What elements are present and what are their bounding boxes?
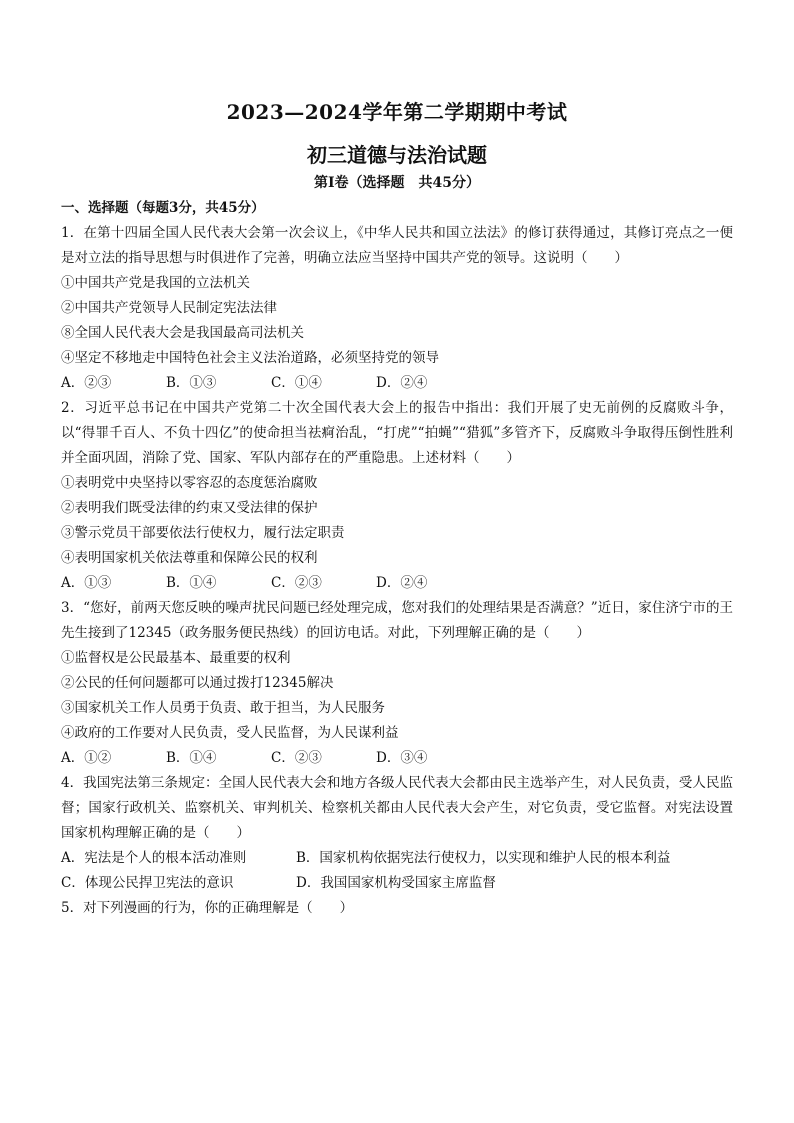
question-item: ①监督权是公民最基本、最重要的权利 — [61, 650, 291, 666]
option-a: A．①② — [61, 750, 112, 766]
answer-options — [61, 571, 733, 596]
question-stem: 5．对下列漫画的行为，你的正确理解是（ ） — [61, 900, 354, 916]
answer-options — [61, 371, 733, 396]
exam-subtitle: 初三道德与法治试题 — [307, 143, 487, 167]
exam-title: 2023—2024学年第二学期期中考试 — [226, 100, 568, 124]
answer-options — [61, 746, 733, 771]
option-d: D．我国国家机构受国家主席监督 — [296, 875, 496, 891]
question-item: ①中国共产党是我国的立法机关 — [61, 275, 250, 291]
question-item: ②中国共产党领导人民制定宪法法律 — [61, 300, 277, 316]
question-3 — [61, 596, 733, 771]
option-b: B．①④ — [166, 575, 217, 591]
question-stem: 1．在第十四届全国人民代表大会第一次会议上，《中华人民共和国立法法》的修订获得通过，其修订亮点之一便是对立法的指导思想与时俱进作了完善，明确立法应当坚持中国共产党的领导。这说明（ ） — [61, 225, 733, 266]
section-heading: 一、选择题（每题3分，共45分） — [61, 200, 265, 216]
option-a: A．①③ — [61, 575, 112, 591]
option-c: C．体现公民捍卫宪法的意识 — [61, 875, 234, 891]
question-5 — [61, 896, 733, 921]
question-item: ③警示党员干部要依法行使权力，履行法定职责 — [61, 525, 345, 541]
option-d: D．②④ — [376, 575, 428, 591]
option-a: A．宪法是个人的根本活动准则 — [61, 850, 247, 866]
answer-options-row — [61, 871, 733, 896]
question-item: ④坚定不移地走中国特色社会主义法治道路，必须坚持党的领导 — [61, 350, 439, 366]
answer-options-row — [61, 846, 733, 871]
question-item: ①表明党中央坚持以零容忍的态度惩治腐败 — [61, 475, 318, 491]
question-item: ③国家机关工作人员勇于负责、敢于担当，为人民服务 — [61, 700, 385, 716]
question-stem: 4．我国宪法第三条规定：全国人民代表大会和地方各级人民代表大会都由民主选举产生，对人民负责，受人民监督；国家行政机关、监察机关、审判机关、检察机关都由人民代表大会产生，对它负责，受它监督。对宪法设置国家机构理解正确的是（ ） — [61, 775, 733, 841]
question-item: ⑧全国人民代表大会是我国最高司法机关 — [61, 325, 304, 341]
question-stem: 3．“您好，前两天您反映的噪声扰民问题已经处理完成，您对我们的处理结果是否满意？”近日，家住济宁市的王先生接到了12345（政务服务便民热线）的回访电话。对此，下列理解正确的是（ ） — [61, 600, 733, 641]
option-c: C．②③ — [271, 575, 322, 591]
option-a: A．②③ — [61, 375, 112, 391]
option-b: B．①④ — [166, 750, 217, 766]
option-d: D．②④ — [376, 375, 428, 391]
question-item: ④表明国家机关依法尊重和保障公民的权利 — [61, 550, 318, 566]
question-item: ④政府的工作要对人民负责，受人民监督，为人民谋利益 — [61, 725, 399, 741]
option-b: B．国家机构依据宪法行使权力，以实现和维护人民的根本利益 — [296, 850, 671, 866]
option-c: C．②③ — [271, 750, 322, 766]
volume-heading: 第Ⅰ卷（选择题 共45分） — [313, 175, 481, 191]
question-1 — [61, 221, 733, 396]
question-2 — [61, 396, 733, 596]
question-stem: 2．习近平总书记在中国共产党第二十次全国代表大会上的报告中指出：我们开展了史无前例的反腐败斗争，以“得罪千百人、不负十四亿”的使命担当祛痾治乱，“打虎”“拍蝇”“猎狐”多管齐下，反腐败斗争取得压倒性胜利并全面巩固，消除了党、国家、军队内部存在的严重隐患。上述材料（ ） — [61, 400, 733, 466]
question-item: ②公民的任何问题都可以通过拨打12345解决 — [61, 675, 334, 691]
question-content — [61, 196, 733, 921]
question-4 — [61, 771, 733, 896]
option-b: B．①③ — [166, 375, 217, 391]
question-item: ②表明我们既受法律的约束又受法律的保护 — [61, 500, 318, 516]
option-d: D．③④ — [376, 750, 428, 766]
option-c: C．①④ — [271, 375, 322, 391]
